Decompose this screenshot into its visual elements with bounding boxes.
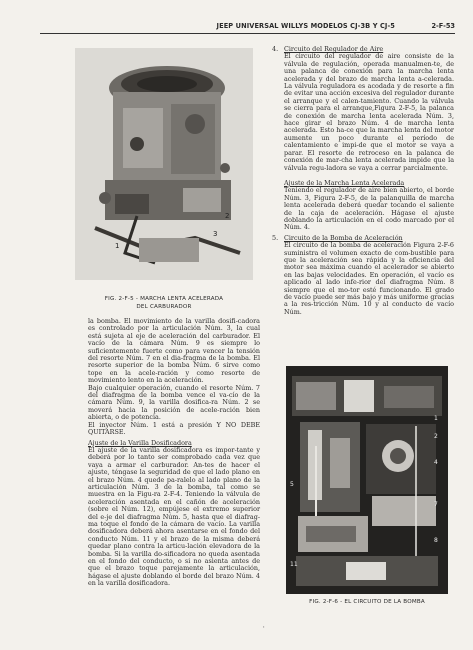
section-number-4: 4. xyxy=(272,45,279,53)
section-heading-ajuste-varilla: Ajuste de la Varilla Dosificadora xyxy=(88,438,192,447)
svg-text:2: 2 xyxy=(434,433,438,440)
figure-6-caption: FIG. 2-F-6 - EL CIRCUITO DE LA BOMBA xyxy=(309,599,425,605)
figure-pump-circuit-photo xyxy=(286,366,448,594)
svg-text:1: 1 xyxy=(115,242,120,250)
svg-text:2: 2 xyxy=(225,212,230,220)
svg-text:3: 3 xyxy=(213,230,218,238)
section-heading-bomba-aceleracion: Circuito de la Bomba de Aceleración xyxy=(284,233,403,242)
right-column xyxy=(272,46,454,316)
svg-text:4: 4 xyxy=(434,459,438,466)
figure-5-caption-line2: DEL CARBURADOR xyxy=(136,303,192,310)
left-paragraph-2: Bajo cualquier operación, cuando el resorte Núm. 7 del diafragma de la bomba vence el va-cío de la cámara Núm. 9, la varilla dosifica-ra Núm. 2 se moverá hacia la posición de acele-ración bien abierta, o de potencia. xyxy=(88,383,260,422)
left-paragraph-3: El inyector Núm. 1 está a presión Y NO DEBE QUITARSE. xyxy=(88,420,260,437)
right-paragraph-5: El circuito de la bomba de aceleración Figura 2-F-6 suministra el volumen exacto de com-bustible para que la aceleración sea rápida y la eficiencia del motor sea máxima cuando el acelerador se abierto en las bajas velocidades. En operación, el vacío es aplicado al lado infe-rior del diafragma Núm. 8 siempre que el mo-tor esté funcionando. El grado de vacío puede ser más bajo y más uniforme gracias a la res-tricción Núm. 10 y al conducto de vacío Núm. xyxy=(284,241,454,316)
svg-text:1: 1 xyxy=(434,415,438,422)
header-rule xyxy=(40,33,455,34)
page-number: 2-F-53 xyxy=(431,22,455,30)
svg-text:11: 11 xyxy=(290,561,298,568)
section-number-5: 5. xyxy=(272,233,279,242)
left-column xyxy=(88,318,260,588)
header-title: JEEP UNIVERSAL WILLYS MODELOS CJ-3B Y CJ-5 xyxy=(216,22,395,30)
figure-carburetor-photo xyxy=(75,48,253,280)
left-paragraph-1: la bomba. El movimiento de la varilla dosifi-cadora es controlado por la articulación Núm. 3, la cual está sujeta al eje de aceleración del carburador. El vacío de la cámara Núm. 9 es siempre lo suficientemente fuerte como para vencer la tensión del resorte Núm. 7 en el dia-fragma de la bomba. El resorte superior de la bomba Núm. 6 sirve como tope en la acele-ración y como resorte de movimiento lento en la aceleración. xyxy=(88,317,260,385)
page-mark: ' xyxy=(263,626,265,633)
left-paragraph-4: El ajuste de la varilla dosificadora es impor-tante y deberá por lo tanto ser comprobado cada vez que vaya a armar el carburador. An-tes de hacer el ajuste, téngase la seguridad de que el lado plano en el brazo Núm. 4 quede pa-ralelo al lado plano de la articulación Núm. 3 de la bomba, tal como se muestra en la Figu-ra 2-F-4. Teniendo la válvula de aceleración asentada en el cañón de aceleración (sobre el Núm. 12), empújese el extremo superior del e-je del diafragma Núm. 5, hasta que el diafrag-ma toque el fondo de la cámara de vacío. La varilla dosificadora deberá ahora asentarse en el fondo del conducto Núm. 11 y el brazo de la misma deberá quedar plano contra la articu-lación elevadora de la bomba. Si la varilla do-sificadora no queda asentada en el fondo del conducto, o si no asienta antes de que el brazo toque parejamente la articulación, hágase el ajuste doblando el borde del brazo Núm. 4 en la varilla dosificadora. xyxy=(88,445,260,588)
section-heading-regulador-aire: Circuito del Regulador de Aire xyxy=(284,45,384,53)
right-paragraph-4: El circuito del regulador de aire consiste de la válvula de regulación, operada manualmen-te, de una palanca de conexión para la marcha lenta acelerada y del brazo de marcha lenta a-celerada. La válvula reguladora es acodada y de resorte a fin de evitar una acción excesiva del regulador durante el arranque y el calen-tamiento. Cuando la válvula se cierra para el arranque,Figura 2-F-5, la palanca de conexión de marcha lenta acelerada Núm. 3, hace girar el brazo Núm. 4 de marcha lenta acelerada. Esto ha-ce que la marcha lenta del motor aumente un poco durante el período de calentamiento e impi-de que el motor se vaya a parar. El resorte de retroceso en la palanca de conexión de mar-cha lenta acelerada impide que la válvula regu-ladora se vaya a cerrar parcialmente. xyxy=(284,52,454,172)
figure-5-caption-line1: FIG. 2-F-5 - MARCHA LENTA ACELERADA xyxy=(104,296,224,302)
svg-text:8: 8 xyxy=(434,537,438,544)
section-heading-marcha-lenta: Ajuste de la Marcha Lenta Acelerada xyxy=(284,178,405,187)
svg-text:5: 5 xyxy=(290,481,294,488)
svg-text:7: 7 xyxy=(434,501,438,508)
right-paragraph-4b: Teniendo el regulador de aire bien abierto, el borde Núm. 3, Figura 2-F-5, de la palanquilla de marcha lenta acelerada deberá quedar tocando el saliente de la caja de aceleración. Hágase el ajuste doblando la articulación en el codo marcado por el Núm. 4. xyxy=(284,186,454,232)
figure-5-caption xyxy=(75,296,253,311)
